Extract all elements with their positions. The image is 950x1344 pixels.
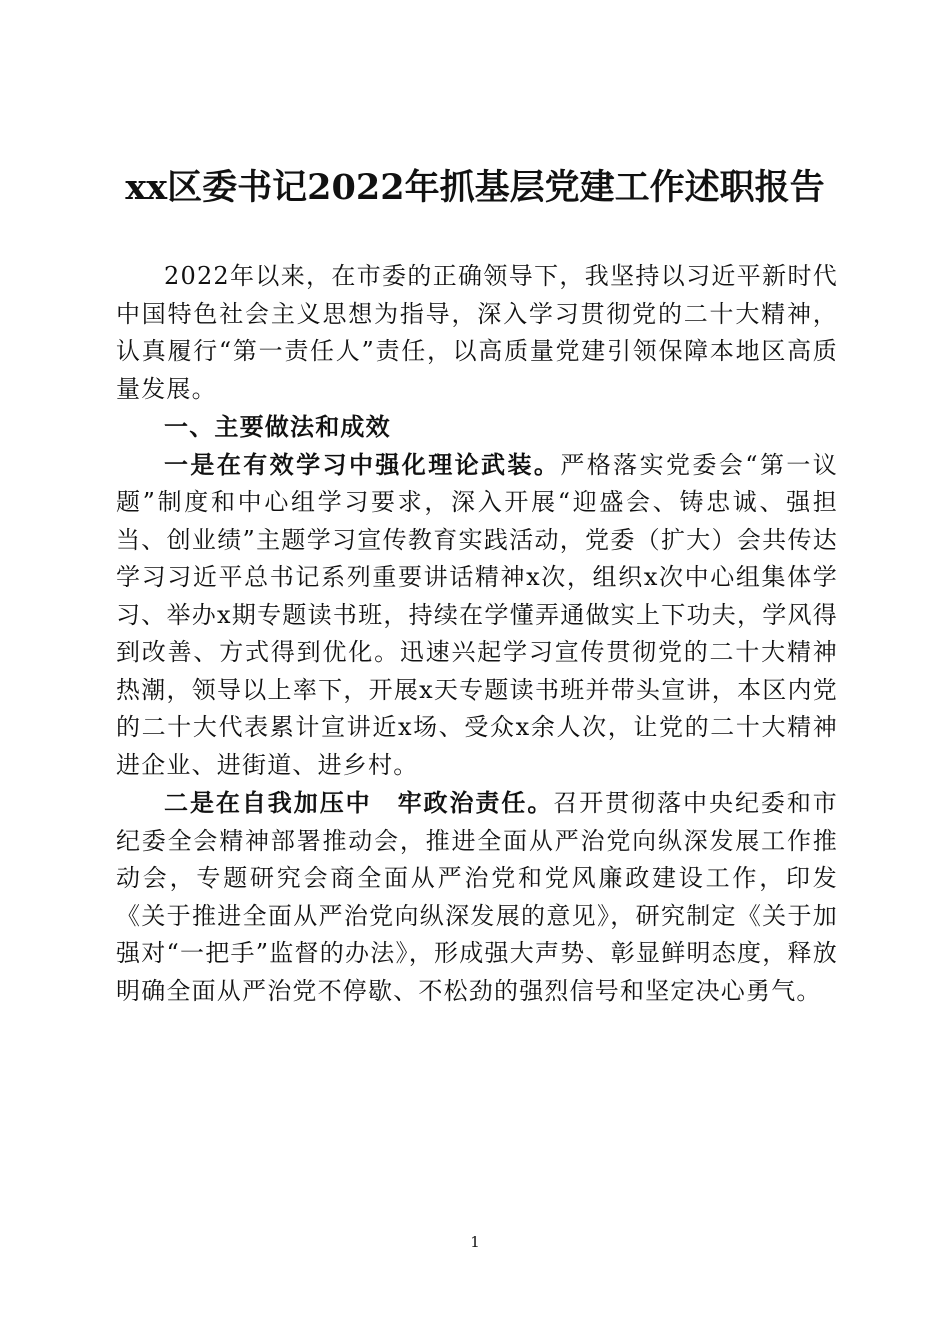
intro-paragraph: 2022年以来，在市委的正确领导下，我坚持以习近平新时代中国特色社会主义思想为指导，深入学习贯彻党的二十大精神，认真履行“第一责任人”责任，以高质量党建引领保障本地区高质量发展。 [116,262,838,403]
paragraph-item-2 [116,784,838,1010]
item-1-lead: 一是在有效学习中强化理论武装。 [164,449,561,479]
item-1-text: 严格落实党委会“第一议题”制度和中心组学习要求，深入开展“迎盛会、铸忠诚、强担当、创业绩”主题学习宣传教育实践活动，党委（扩大）会共传达学习习近平总书记系列重要讲话精神x次，组织x次中心组集体学习、举办x期专题读书班，持续在学懂弄通做实上下功夫，学风得到改善、方式得到优化。迅速兴起学习宣传贯彻党的二十大精神热潮，领导以上率下，开展x天专题读书班并带头宣讲，本区内党的二十大代表累计宣讲近x场、受众x余人次，让党的二十大精神进企业、进街道、进乡村。 [116,450,839,779]
document-title: xx区委书记2022年抓基层党建工作述职报告 [125,167,825,208]
item-2-text: 召开贯彻落中央纪委和市纪委全会精神部署推动会，推进全面从严治党向纵深发展工作推动会，专题研究会商全面从严治党和党风廉政建设工作，印发《关于推进全面从严治党向纵深发展的意见》，研究制定《关于加强对“一把手”监督的办法》，形成强大声势、彰显鲜明态度，释放明确全面从严治党不停歇、不松劲的强烈信号和坚定决心勇气。 [116,789,838,1005]
paragraph-item-1 [116,446,838,785]
document-body [116,258,838,1010]
section-heading: 一、主要做法和成效 [164,412,391,441]
item-2-lead: 二是在自我加压中 牢政治责任。 [164,788,554,817]
page-number: 1 [470,1233,480,1251]
